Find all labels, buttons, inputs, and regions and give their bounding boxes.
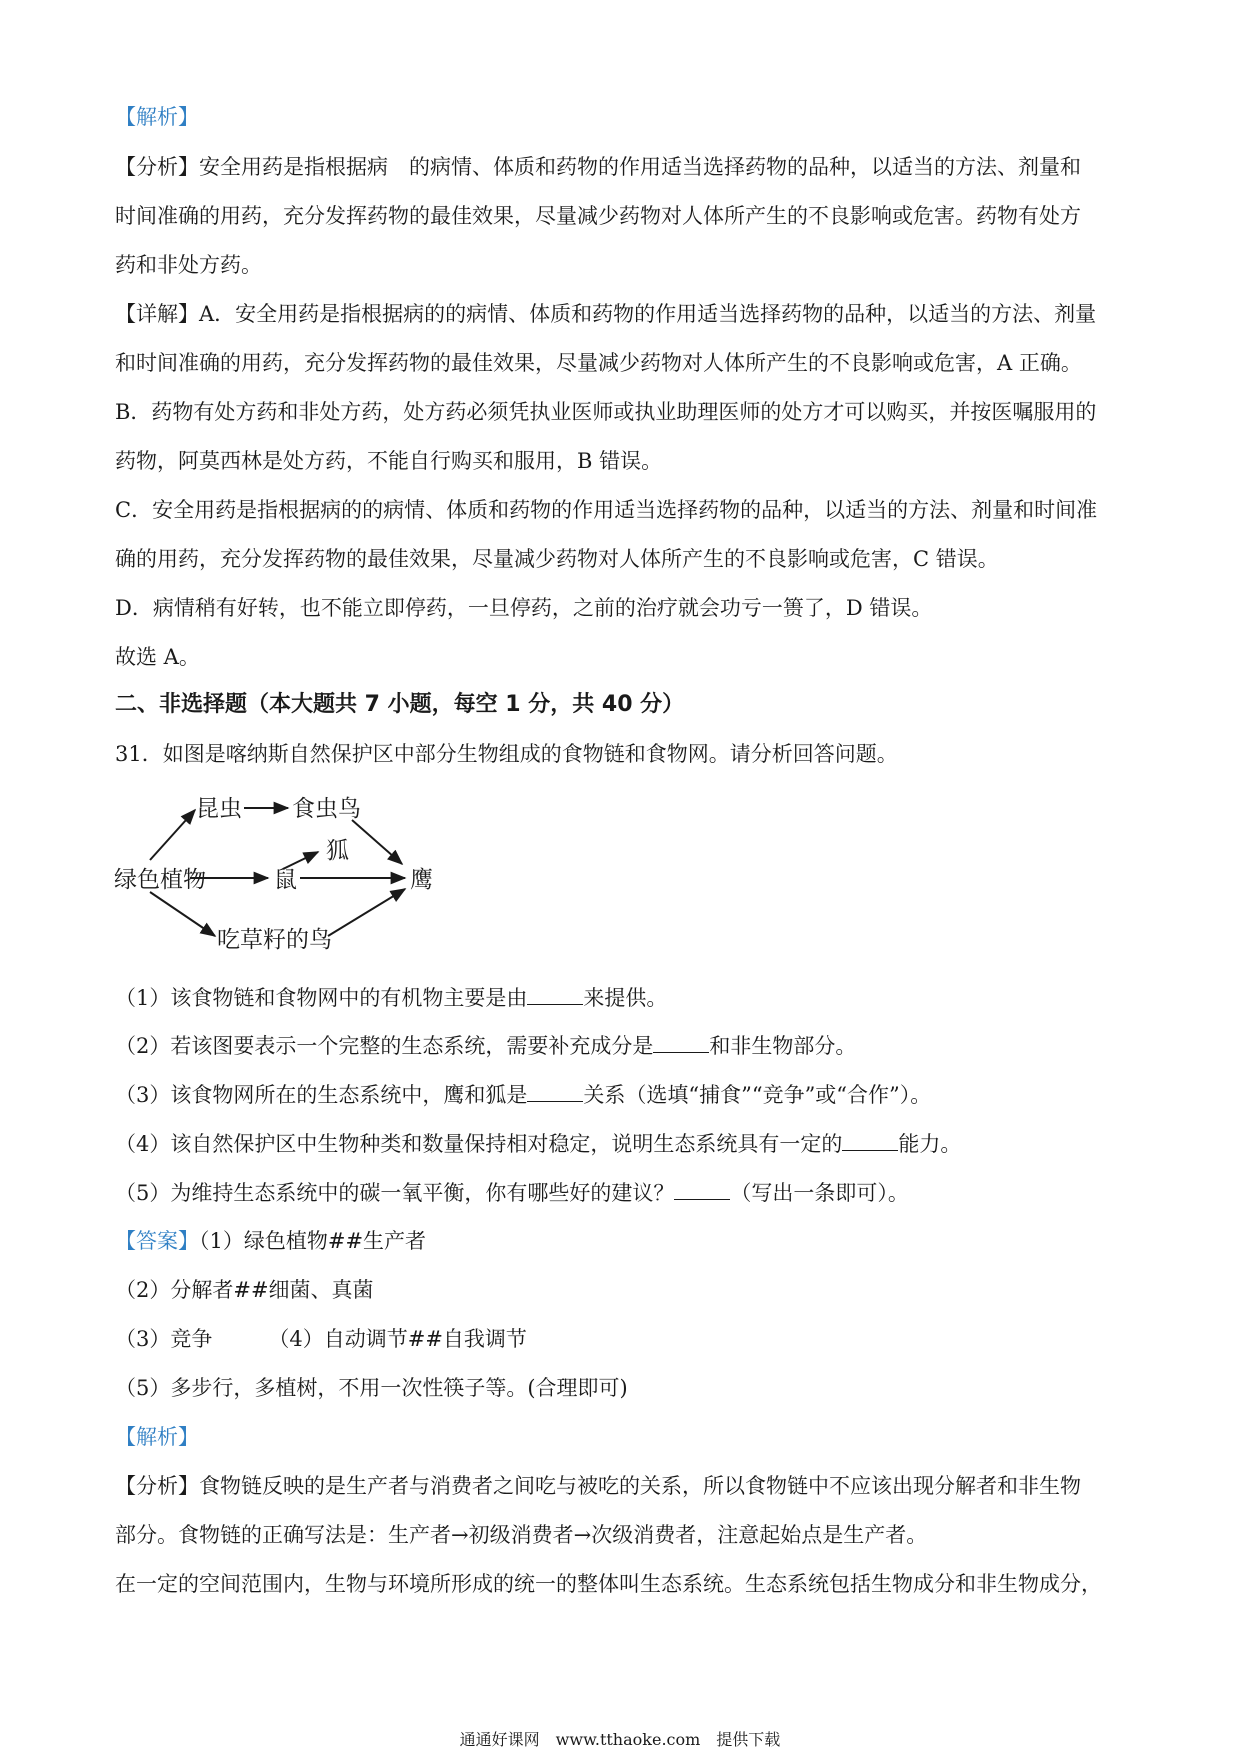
node-seed-bird: 吃草籽的鸟 bbox=[217, 927, 332, 953]
sub-question-text: （4）该自然保护区中生物种类和数量保持相对稳定，说明生态系统具有一定的 bbox=[115, 1132, 843, 1156]
analysis-line: 药和非处方药。 bbox=[115, 253, 262, 277]
answer-line: （2）分解者##细菌、真菌 bbox=[115, 1278, 374, 1302]
sub-question-text: （2）若该图要表示一个完整的生态系统，需要补充成分是 bbox=[115, 1034, 654, 1058]
node-eagle: 鹰 bbox=[410, 867, 433, 893]
sub-question-text: （1）该食物链和食物网中的有机物主要是由 bbox=[115, 986, 528, 1010]
conclusion: 故选 A。 bbox=[115, 645, 200, 669]
analysis-line: 时间准确的用药，充分发挥药物的最佳效果，尽量减少药物对人体所产生的不良影响或危害。药物有处方 bbox=[115, 204, 1081, 228]
analysis-line: 【分析】食物链反映的是生产者与消费者之间吃与被吃的关系，所以食物链中不应该出现分解者和非生物 bbox=[115, 1474, 1081, 1498]
analysis-line: 部分。食物链的正确写法是：生产者→初级消费者→次级消费者，注意起始点是生产者。 bbox=[115, 1523, 928, 1547]
answer-blank bbox=[653, 1034, 709, 1053]
arrow-plant-insect bbox=[150, 810, 195, 860]
arrow-mouse-fox bbox=[283, 852, 318, 869]
analysis-heading: 【解析】 bbox=[115, 1425, 199, 1449]
answer-blank bbox=[527, 1083, 583, 1102]
sub-question-4 bbox=[115, 1129, 961, 1159]
sub-question-1 bbox=[115, 983, 667, 1013]
option-c-line: 确的用药，充分发挥药物的最佳效果，尽量减少药物对人体所产生的不良影响或危害，C 错误。 bbox=[115, 547, 999, 571]
analysis-line: 在一定的空间范围内，生物与环境所形成的统一的整体叫生态系统。生态系统包括生物成分和非生物成分， bbox=[115, 1572, 1102, 1596]
arrow-seedbird-eagle bbox=[328, 889, 405, 936]
sub-question-5 bbox=[115, 1178, 909, 1208]
answer-blank bbox=[527, 986, 583, 1005]
sub-question-text: （3）该食物网所在的生态系统中，鹰和狐是 bbox=[115, 1083, 528, 1107]
node-mouse: 鼠 bbox=[274, 867, 297, 893]
sub-question-text: 来提供。 bbox=[583, 986, 668, 1010]
arrow-bird-eagle bbox=[352, 820, 402, 864]
answer-text: （3）竞争 bbox=[115, 1327, 213, 1351]
question-stem: 31．如图是喀纳斯自然保护区中部分生物组成的食物链和食物网。请分析回答问题。 bbox=[115, 742, 898, 766]
analysis-text: 安全用药是指根据病 的病情、体质和药物的作用适当选择药物的品种，以适当的方法、剂量和 bbox=[199, 155, 1081, 179]
node-insectivorous-bird: 食虫鸟 bbox=[292, 796, 361, 822]
node-insect: 昆虫 bbox=[196, 796, 242, 822]
answer-blank bbox=[674, 1181, 730, 1200]
answer-line bbox=[115, 1226, 426, 1256]
answer-label: 【答案】 bbox=[115, 1229, 199, 1253]
option-b-line: 药物，阿莫西林是处方药，不能自行购买和服用，B 错误。 bbox=[115, 449, 663, 473]
sub-question-text: 能力。 bbox=[898, 1132, 962, 1156]
detail-line: 【详解】A．安全用药是指根据病的的病情、体质和药物的作用适当选择药物的品种，以适当的方法、剂量 bbox=[115, 302, 1097, 326]
option-b-line: B．药物有处方药和非处方药，处方药必须凭执业医师或执业助理医师的处方才可以购买，并按医嘱服用的 bbox=[115, 400, 1097, 424]
detail-line: 和时间准确的用药，充分发挥药物的最佳效果，尽量减少药物对人体所产生的不良影响或危害，A 正确。 bbox=[115, 351, 1082, 375]
sub-question-text: 关系（选填“捕食”“竞争”或“合作”）。 bbox=[583, 1083, 932, 1107]
arrow-plant-seedbird bbox=[150, 892, 215, 936]
sub-question-3 bbox=[115, 1080, 931, 1110]
sub-question-2 bbox=[115, 1031, 856, 1061]
analysis-heading: 【解析】 bbox=[115, 105, 199, 129]
answer-text: （1）绿色植物##生产者 bbox=[199, 1229, 427, 1253]
food-web-diagram bbox=[110, 780, 470, 970]
page-footer: 通通好课网 www.tthaoke.com 提供下载 bbox=[459, 1730, 781, 1749]
answer-text: （4）自动调节##自我调节 bbox=[268, 1327, 527, 1351]
analysis-label: 【分析】 bbox=[115, 155, 199, 179]
answer-line: （5）多步行，多植树，不用一次性筷子等。(合理即可) bbox=[115, 1376, 628, 1400]
sub-question-text: （写出一条即可）。 bbox=[730, 1181, 909, 1205]
node-green-plant: 绿色植物 bbox=[114, 867, 206, 893]
option-c-line: C．安全用药是指根据病的的病情、体质和药物的作用适当选择药物的品种，以适当的方法、剂量和时间准 bbox=[115, 498, 1098, 522]
node-fox: 狐 bbox=[326, 838, 349, 864]
sub-question-text: （5）为维持生态系统中的碳一氧平衡，你有哪些好的建议？ bbox=[115, 1181, 675, 1205]
analysis-line bbox=[115, 152, 1081, 182]
sub-question-text: 和非生物部分。 bbox=[709, 1034, 857, 1058]
answer-blank bbox=[842, 1132, 898, 1151]
answer-line bbox=[115, 1324, 527, 1354]
option-d-line: D．病情稍有好转，也不能立即停药，一旦停药，之前的治疗就会功亏一篑了，D 错误。 bbox=[115, 596, 933, 620]
section-title: 二、非选择题（本大题共 7 小题，每空 1 分，共 40 分） bbox=[115, 692, 685, 717]
